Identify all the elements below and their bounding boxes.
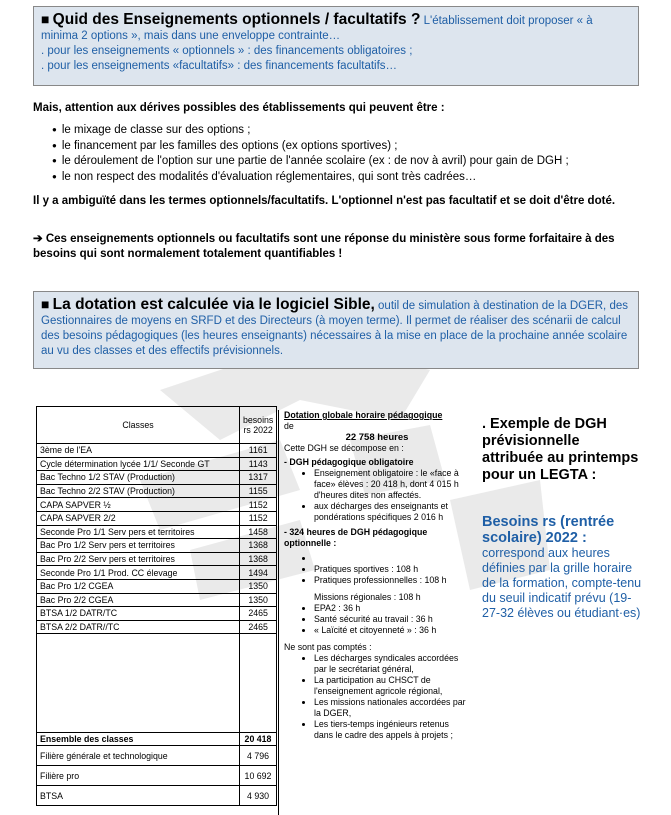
totals-table xyxy=(36,732,277,806)
dgh-opt-list xyxy=(284,553,470,586)
list-item: • Les tiers-temps ingénieurs retenus dans le cadre des appels à projets ; xyxy=(314,719,470,741)
table-row xyxy=(37,786,277,806)
options-line-1: . pour les enseignements « optionnels » : des financements obligatoires ; xyxy=(41,45,413,57)
dgh-non-comptes: Ne sont pas comptés : xyxy=(284,642,372,652)
options-lead: L'établissement doit proposer « à minima 2 options », mais dans une enveloppe contrainte… xyxy=(41,15,593,42)
table-row xyxy=(37,539,277,553)
besoins-cell: 1368 xyxy=(240,539,277,553)
dgh-non-list xyxy=(284,653,470,741)
besoins-description: correspond aux heures définies par la grille horaire de la formation, compte-tenu du seuil indicatif prévu (19-27-32 élèves ou étudiant·es) xyxy=(482,546,642,620)
list-item: • EPA2 : 36 h xyxy=(314,603,470,614)
classes-table xyxy=(36,406,277,746)
table-row xyxy=(37,525,277,539)
table-row xyxy=(37,620,277,634)
list-item: ● le déroulement de l'option sur une partie de l'année scolaire (ex : de nov à avril) pour gain de DGH ; xyxy=(52,154,569,170)
list-item: • Les missions nationales accordées par la DGER, xyxy=(314,697,470,719)
classe-cell: CAPA SAPVER ½ xyxy=(37,498,240,512)
list-item: • aux décharges des enseignants et pondérations spécifiques 2 016 h xyxy=(314,501,470,523)
besoins-cell: 20 418 xyxy=(240,733,277,746)
table-row xyxy=(37,733,277,746)
classe-cell: Bac Pro 1/2 CGEA xyxy=(37,579,240,593)
besoins-cell: 1143 xyxy=(240,457,277,471)
header-besoins: besoins rs 2022 xyxy=(240,407,277,444)
dotation-text: outil de simulation à destination de la DGER, des Gestionnaires de moyens en SRFD et des Directeurs (à moyen terme). Il permet de réaliser des scénarii de calcul des besoins pédagogiques (les heures enseignants) nécessaires à la mise en place de la prochaine année scolaire au vu des classes et des effectifs prévisionnels. xyxy=(41,300,628,357)
options-info-box xyxy=(33,6,639,86)
square-bullet-icon: ■ xyxy=(41,11,50,27)
table-row xyxy=(37,552,277,566)
list-item: • La participation au CHSCT de l'enseignement agricole régional, xyxy=(314,675,470,697)
table-row xyxy=(37,457,277,471)
header-classes: Classes xyxy=(37,407,240,444)
dgh-oblig-title: - DGH pédagogique obligatoire xyxy=(284,457,414,467)
options-title: Quid des Enseignements optionnels / facultatifs ? xyxy=(52,11,421,28)
reponse-paragraph: ➔ Ces enseignements optionnels ou facultatifs sont une réponse du ministère sous forme forfaitaire à des besoins qui sont normalement totalement quantifiables ! xyxy=(33,233,615,260)
derives-intro: Mais, attention aux dérives possibles des établissements qui peuvent être : xyxy=(33,102,445,114)
classe-cell: Bac Pro 2/2 Serv pers et territoires xyxy=(37,552,240,566)
dotation-info-box xyxy=(33,291,639,369)
list-item: • Pratiques sportives : 108 h xyxy=(314,564,470,575)
dgh-decompose: Cette DGH se décompose en : xyxy=(284,443,404,453)
besoins-cell: 1155 xyxy=(240,484,277,498)
table-header-row xyxy=(37,407,277,444)
dgh-missions-list xyxy=(284,603,470,636)
besoins-cell: 4 796 xyxy=(240,746,277,766)
classe-cell: Bac Pro 1/2 Serv pers et territoires xyxy=(37,539,240,553)
table-row xyxy=(37,766,277,786)
list-item: ● le mixage de classe sur des options ; xyxy=(52,123,569,139)
table-row xyxy=(37,566,277,580)
besoins-cell: 1458 xyxy=(240,525,277,539)
classe-cell: BTSA 1/2 DATR/TC xyxy=(37,607,240,621)
classe-cell: Bac Techno 1/2 STAV (Production) xyxy=(37,471,240,485)
besoins-cell: 1368 xyxy=(240,552,277,566)
list-item: ● le non respect des modalités d'évaluation réglementaires, qui sont très cadrées… xyxy=(52,170,569,186)
classe-cell: Seconde Pro 1/1 Prod. CC élevage xyxy=(37,566,240,580)
dgh-missions: Missions régionales : 108 h xyxy=(314,592,421,602)
table-row xyxy=(37,746,277,766)
table-spacer xyxy=(37,634,277,747)
table-row xyxy=(37,471,277,485)
dgh-breakdown xyxy=(278,410,470,815)
exemple-caption: . Exemple de DGH prévisionnelle attribuée au printemps pour un LEGTA : xyxy=(482,416,639,483)
besoins-cell: 1317 xyxy=(240,471,277,485)
classe-cell: Seconde Pro 1/1 Serv pers et territoires xyxy=(37,525,240,539)
dgh-oblig-list xyxy=(284,468,470,523)
table-row xyxy=(37,511,277,525)
table-row xyxy=(37,579,277,593)
dgh-opt-title: - 324 heures de DGH pédagogique optionnelle : xyxy=(284,527,428,548)
dotation-title: La dotation est calculée via le logiciel Sible, xyxy=(52,296,375,313)
dgh-title: Dotation globale horaire pédagogique xyxy=(284,410,443,420)
besoins-cell: 4 930 xyxy=(240,786,277,806)
besoins-cell: 1152 xyxy=(240,498,277,512)
besoins-cell: 2465 xyxy=(240,620,277,634)
classe-cell: Filière pro xyxy=(37,766,240,786)
dgh-total: 22 758 heures xyxy=(345,432,409,443)
list-item: • Santé sécurité au travail : 36 h xyxy=(314,614,470,625)
besoins-cell: 10 692 xyxy=(240,766,277,786)
table-row xyxy=(37,498,277,512)
classe-cell: BTSA xyxy=(37,786,240,806)
classe-cell: Filière générale et technologique xyxy=(37,746,240,766)
list-item: • Les décharges syndicales accordées par le secrétariat général, xyxy=(314,653,470,675)
dgh-de: de xyxy=(284,421,294,431)
options-line-2: . pour les enseignements «facultatifs» : des financements facultatifs… xyxy=(41,60,398,72)
besoins-cell: 1152 xyxy=(240,511,277,525)
table-row xyxy=(37,593,277,607)
square-bullet-icon: ■ xyxy=(41,296,50,312)
besoins-cell: 1161 xyxy=(240,444,277,458)
classe-cell: Ensemble des classes xyxy=(37,733,240,746)
besoins-cell: 2465 xyxy=(240,607,277,621)
classe-cell: 3ème de l'EA xyxy=(37,444,240,458)
classe-cell: Cycle détermination lycée 1/1/ Seconde GT xyxy=(37,457,240,471)
table-row xyxy=(37,484,277,498)
besoins-title: Besoins rs (rentrée scolaire) 2022 : xyxy=(482,514,615,546)
classe-cell: Bac Pro 2/2 CGEA xyxy=(37,593,240,607)
list-item: • « Laïcité et citoyenneté » : 36 h xyxy=(314,625,470,636)
list-item: • Pratiques professionnelles : 108 h xyxy=(314,575,470,586)
classe-cell: CAPA SAPVER 2/2 xyxy=(37,511,240,525)
list-item: • Enseignement obligatoire : le «face à face» élèves : 20 418 h, dont 4 015 h d'heures dites non affectés. xyxy=(314,468,470,501)
besoins-cell: 1494 xyxy=(240,566,277,580)
table-row xyxy=(37,444,277,458)
table-row xyxy=(37,607,277,621)
list-item xyxy=(314,553,470,564)
derives-list xyxy=(52,123,569,185)
side-notes xyxy=(482,416,642,621)
classe-cell: Bac Techno 2/2 STAV (Production) xyxy=(37,484,240,498)
list-item: ● le financement par les familles des options (ex options sportives) ; xyxy=(52,139,569,155)
besoins-cell: 1350 xyxy=(240,593,277,607)
ambiguite-paragraph: Il y a ambiguïté dans les termes optionnels/facultatifs. L'optionnel n'est pas facultatif et se doit d'être doté. xyxy=(33,195,616,207)
besoins-cell: 1350 xyxy=(240,579,277,593)
classe-cell: BTSA 2/2 DATR//TC xyxy=(37,620,240,634)
